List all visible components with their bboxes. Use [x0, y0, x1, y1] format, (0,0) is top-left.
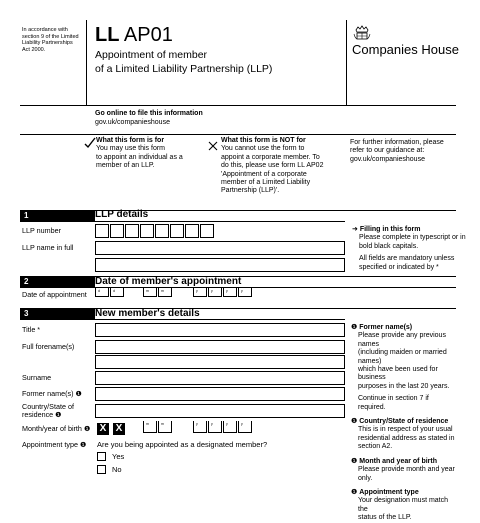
date-cell-hint: m: [161, 289, 164, 293]
not-for-line: 'Appointment of a corporate: [221, 170, 307, 178]
note-title: Month and year of birth: [359, 457, 438, 465]
is-for-line: member of an LLP.: [96, 162, 155, 170]
note-line: All fields are mandatory unless: [359, 255, 455, 263]
forenames-field[interactable]: [95, 340, 345, 354]
llp-name-field[interactable]: [95, 241, 345, 255]
dob-cell-hint: y: [211, 422, 213, 426]
org-name: Companies House: [352, 42, 459, 57]
forenames-label: Full forename(s): [22, 342, 75, 351]
date-cell[interactable]: [110, 288, 124, 297]
dob-day-mask: X: [97, 423, 109, 435]
further-line: For further information, please: [350, 139, 444, 146]
llp-number-label: LLP number: [22, 226, 62, 235]
appointment-date-field[interactable]: [95, 288, 255, 297]
note-line: residential address as stated in: [358, 434, 455, 442]
title-field[interactable]: [95, 323, 345, 337]
date-cell-hint: y: [226, 289, 228, 293]
note-line: specified or indicated by *: [359, 263, 439, 271]
date-cell[interactable]: [143, 288, 157, 297]
title-label: Title *: [22, 325, 41, 334]
note-line: which have been used for business: [358, 366, 438, 382]
date-cell[interactable]: [158, 288, 172, 297]
date-cell-hint: m: [146, 289, 149, 293]
note-title: Appointment type: [359, 488, 419, 496]
not-for-line: You cannot use the form to: [221, 145, 305, 153]
date-cell[interactable]: [95, 288, 109, 297]
surname-field[interactable]: [95, 371, 345, 385]
date-cell[interactable]: [223, 288, 237, 297]
dob-cell[interactable]: [143, 421, 157, 433]
dob-field[interactable]: [143, 421, 253, 433]
section-title: Date of member's appointment: [95, 276, 242, 287]
info-icon: ❶: [79, 440, 87, 449]
divider: [20, 221, 345, 222]
divider: [20, 134, 456, 135]
note-line: Continue in section 7 if required.: [358, 395, 429, 411]
not-for-line: Partnership (LLP)'.: [221, 187, 280, 195]
online-url[interactable]: gov.uk/companieshouse: [95, 119, 170, 126]
llp-name-field-line2[interactable]: [95, 258, 345, 272]
note-title: Filling in this form: [359, 226, 421, 233]
no-checkbox[interactable]: [97, 465, 106, 474]
date-cell-hint: y: [241, 289, 243, 293]
legal-note-line: Liability Partnerships: [22, 40, 73, 47]
section-number: 1: [20, 210, 95, 221]
further-info: [350, 139, 444, 164]
section-title: LLP details: [95, 209, 149, 220]
llp-name-label: LLP name in full: [22, 243, 74, 252]
date-cell-hint: d: [98, 289, 100, 293]
date-cell[interactable]: [208, 288, 222, 297]
dob-cell-hint: m: [146, 422, 149, 426]
date-label: Date of appointment: [22, 290, 87, 299]
note-line: Please provide any previous names: [358, 332, 446, 348]
form-title-line: of a Limited Liability Partnership (LLP): [95, 63, 273, 75]
not-for-title: What this form is NOT for: [221, 137, 306, 144]
form-is-for: [96, 137, 183, 171]
designated-member-question: Are you being appointed as a designated member?: [97, 440, 268, 449]
header-divider: [346, 20, 347, 105]
is-for-line: to appoint an individual as a: [96, 153, 183, 161]
note-line: Your designation must match the: [358, 497, 449, 513]
note-line: purposes in the last 20 years.: [358, 382, 450, 390]
divider: [20, 319, 345, 320]
no-label: No: [112, 465, 122, 474]
dob-cell[interactable]: [223, 421, 237, 433]
form-code-bold: LL: [95, 24, 120, 46]
is-for-title: What this form is for: [96, 137, 165, 144]
note-title: Country/State of residence: [359, 418, 449, 426]
form-title-line: Appointment of member: [95, 49, 208, 61]
dob-cell-hint: m: [161, 422, 164, 426]
info-icon: ❶: [75, 389, 82, 398]
note-line: This is in respect of your usual: [358, 426, 453, 434]
section3-notes: [351, 324, 457, 523]
section-title: New member's details: [95, 308, 200, 319]
dob-cell-hint: y: [196, 422, 198, 426]
divider: [20, 105, 456, 106]
former-names-text: Former name(s): [22, 389, 74, 398]
note-line: section A2.: [358, 443, 393, 451]
former-names-field[interactable]: [95, 387, 345, 401]
dob-cell[interactable]: [193, 421, 207, 433]
date-cell-hint: y: [211, 289, 213, 293]
dob-cell-hint: y: [226, 422, 228, 426]
forenames-field-line2[interactable]: [95, 355, 345, 369]
country-label-line: Country/State of: [22, 402, 74, 411]
date-cell-hint: y: [196, 289, 198, 293]
info-icon: ❶: [83, 424, 91, 433]
legal-note: [22, 27, 79, 53]
form-not-for: [221, 137, 323, 196]
info-icon: ❶: [351, 457, 358, 465]
date-cell[interactable]: [193, 288, 207, 297]
dob-text: Month/year of birth: [22, 424, 82, 433]
legal-note-line: Act 2000.: [22, 46, 46, 53]
info-icon: ❶: [351, 488, 358, 496]
former-names-label: [22, 390, 82, 398]
dob-cell-hint: y: [241, 422, 243, 426]
note-line: status of the LLP.: [358, 514, 412, 522]
date-cell[interactable]: [238, 288, 252, 297]
not-for-line: member of a Limited Liability: [221, 179, 311, 187]
note-line: Please provide month and year only.: [358, 466, 455, 482]
legal-note-line: In accordance with: [22, 27, 68, 33]
cross-icon: [208, 138, 218, 156]
country-label-line: residence: [22, 410, 54, 419]
legal-note-line: section 9 of the Limited: [22, 33, 79, 40]
yes-checkbox[interactable]: [97, 452, 106, 461]
yes-label: Yes: [112, 452, 125, 461]
date-cell-hint: d: [113, 289, 115, 293]
form-title: [95, 48, 272, 76]
llp-number-field[interactable]: [95, 224, 340, 238]
dob-day-mask: X: [113, 423, 125, 435]
note-title: Former name(s): [359, 324, 413, 331]
is-for-line: You may use this form: [96, 145, 165, 153]
info-icon: ❶: [351, 418, 358, 426]
form-code-rest: AP01: [119, 24, 173, 46]
note-line: (including maiden or married names): [358, 349, 447, 365]
appointment-type-text: Appointment type: [22, 440, 78, 449]
form-code: [95, 24, 173, 46]
not-for-line: do this, please use form LL AP02: [221, 162, 324, 170]
note-line: Please complete in typescript or in: [359, 234, 466, 242]
info-icon: ❶: [55, 410, 62, 419]
header-divider: [86, 20, 87, 105]
appointment-type-label: [22, 441, 86, 449]
not-for-line: appoint a corporate member. To: [221, 153, 320, 161]
section-number: 2: [20, 276, 95, 287]
dob-label: [22, 425, 90, 433]
check-icon: [84, 136, 96, 154]
arrow-icon: ➜: [352, 226, 358, 233]
note-line: bold black capitals.: [359, 242, 419, 250]
country-label: [22, 403, 74, 419]
section1-note: [352, 226, 466, 272]
further-line: refer to our guidance at:: [350, 147, 425, 155]
section-number: 3: [20, 308, 95, 319]
dob-cell[interactable]: [158, 421, 172, 433]
surname-label: Surname: [22, 373, 52, 382]
country-field[interactable]: [95, 404, 345, 418]
dob-cell[interactable]: [238, 421, 252, 433]
online-title: Go online to file this information: [95, 110, 203, 117]
further-line: gov.uk/companieshouse: [350, 155, 425, 163]
dob-cell[interactable]: [208, 421, 222, 433]
info-icon: ❶: [351, 324, 358, 331]
